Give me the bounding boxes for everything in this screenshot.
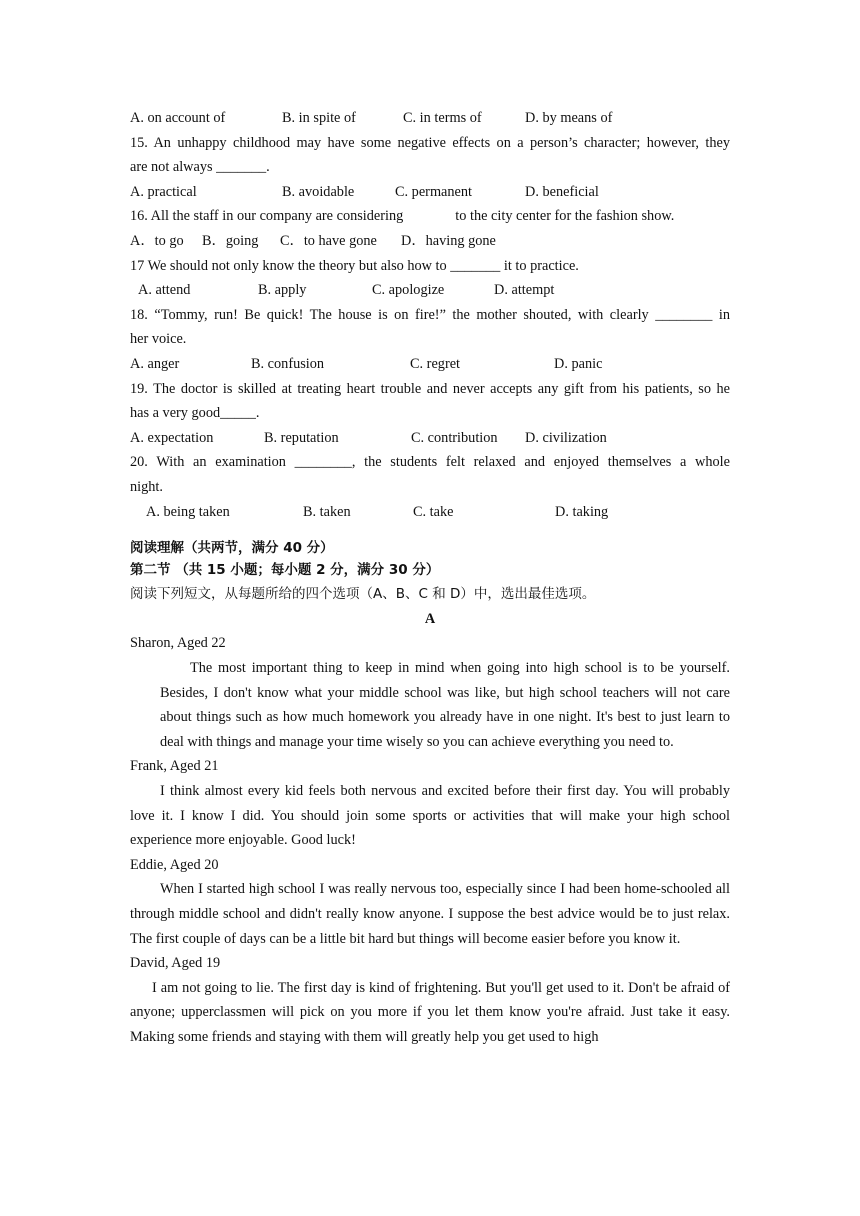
reading-instructions: 阅读下列短文，从每题所给的四个选项（A、B、C 和 D）中，选出最佳选项。 [130, 586, 596, 603]
q19-stem-line1: 19. The doctor is skilled at treating heart trouble and never accepts any gift from his patients, so he [130, 380, 730, 397]
entry-text-eddie: When I started high school I was really nervous too, especially since I had been home-schooled all through middle school and didn't really know anyone. I suppose the best advice would be to just relax. The first couple of days can be a little bit hard but things will become easier before you know it. [130, 881, 730, 947]
entry-text-sharon: The most important thing to keep in mind when going into high school is to be yourself. Besides, I don't know what your middle school was like, but high school teachers will not care about things such as how much homework you already have in one night. It's best to just learn to deal with things and manage your time wisely so you can achieve everything you need to. [160, 660, 730, 750]
q14-option-a: A. on account of [130, 110, 226, 126]
q18-option-c: C. regret [410, 355, 461, 372]
q18-stem-line2: her voice. [130, 331, 187, 348]
q20-stem-line2: night. [130, 478, 163, 495]
q14-option-c: C. in terms of [403, 110, 482, 126]
entry-author-david: David, Aged 19 [130, 955, 221, 972]
q15-stem-line2: are not always _______. [130, 159, 270, 176]
q16-stem [130, 204, 730, 229]
q17-option-c: C. apologize [372, 282, 445, 299]
q14-options [130, 106, 730, 131]
q15-stem-line1: 15. An unhappy childhood may have some negative effects on a person’s character; however, they [130, 134, 730, 151]
q19-stem-line2: has a very good_____. [130, 405, 260, 422]
exam-page [130, 106, 730, 1050]
q14-option-b: B. in spite of [282, 110, 356, 126]
q19-option-a: A. expectation [130, 429, 214, 446]
q20-option-d: D. taking [555, 503, 609, 520]
reading-section-title: 阅读理解（共两节，满分 40 分） [130, 540, 334, 557]
q15-option-c: C. permanent [395, 183, 473, 200]
q18-options [130, 352, 730, 377]
q16-option-c: C．to have gone [280, 232, 377, 249]
q15-options [130, 180, 730, 205]
reading-part-title: 第二节 （共 15 小题；每小题 2 分，满分 30 分） [130, 561, 440, 578]
q15-option-b: B. avoidable [282, 183, 355, 200]
q17-option-a: A. attend [138, 282, 191, 299]
entry-text-david: I am not going to lie. The first day is kind of frightening. But you'll get used to it. Don't be afraid of anyone; upperclassmen will pick on you more if you let them know you're afraid. Just take it easy. Making some friends and staying with them will greatly help you get used to high [130, 979, 730, 1045]
q19-option-d: D. civilization [525, 429, 607, 446]
q19-options [130, 426, 730, 451]
q17-options [130, 278, 730, 303]
q15-option-d: D. beneficial [525, 183, 599, 200]
q16-stem-after: to the city center for the fashion show. [455, 208, 675, 225]
entry-text-frank: I think almost every kid feels both nervous and excited before their first day. You will probably love it. I know I did. You should join some sports or activities that will make your high school experience more enjoyable. Good luck! [130, 783, 730, 849]
q16-option-b: B．going [202, 232, 259, 249]
q17-option-b: B. apply [258, 282, 307, 299]
q15-option-a: A. practical [130, 183, 197, 200]
q18-option-d: D. panic [554, 355, 603, 372]
q16-option-d: D．having gone [401, 232, 496, 249]
q17-option-d: D. attempt [494, 282, 555, 299]
q20-stem-line1: 20. With an examination ________, the students felt relaxed and enjoyed themselves a whole [130, 454, 730, 471]
q20-option-c: C. take [413, 503, 454, 520]
q18-stem-line1: 18. “Tommy, run! Be quick! The house is on fire!” the mother shouted, with clearly ________ in [130, 306, 730, 323]
q18-option-a: A. anger [130, 355, 180, 372]
entry-author-frank: Frank, Aged 21 [130, 758, 219, 775]
entry-text-sharon-block [130, 656, 730, 754]
entry-author-eddie: Eddie, Aged 20 [130, 856, 219, 873]
q16-options [130, 229, 730, 254]
q17-stem: 17 We should not only know the theory but also how to _______ it to practice. [130, 257, 579, 274]
q14-option-d: D. by means of [525, 110, 613, 126]
q18-option-b: B. confusion [251, 355, 325, 372]
entry-author-sharon: Sharon, Aged 22 [130, 635, 226, 652]
q19-option-b: B. reputation [264, 429, 339, 446]
q20-option-b: B. taken [303, 503, 351, 520]
q20-options [130, 500, 730, 525]
q16-stem-before: 16. All the staff in our company are considering [130, 208, 404, 225]
passage-label: A [424, 610, 436, 627]
q19-option-c: C. contribution [411, 429, 498, 446]
q16-option-a: A．to go [130, 232, 184, 249]
q20-option-a: A. being taken [146, 503, 230, 520]
